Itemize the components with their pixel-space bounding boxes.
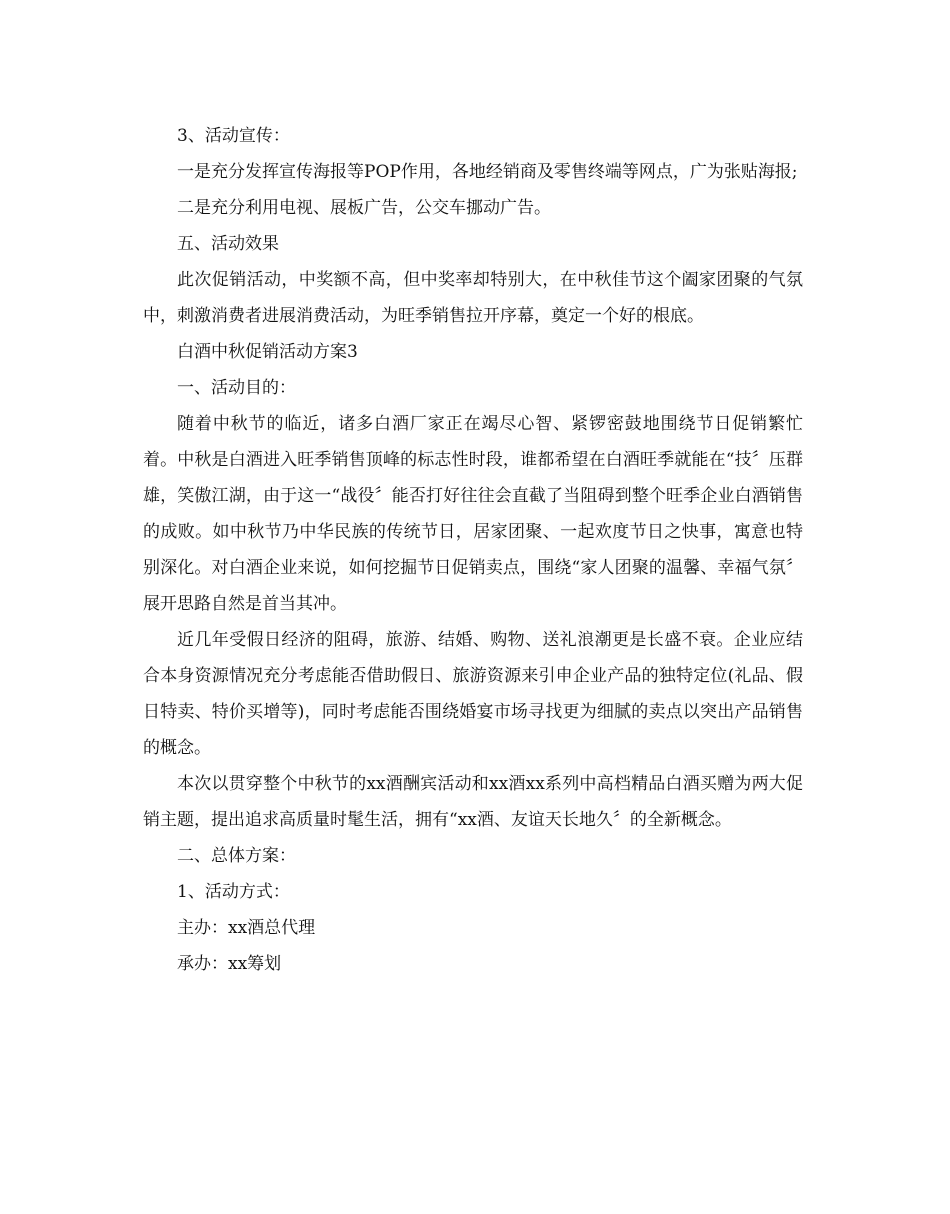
paragraph-organizer: 主办：xx酒总代理 bbox=[177, 918, 316, 938]
paragraph-activity-method-heading: 1、活动方式： bbox=[177, 882, 290, 902]
paragraph-activity-effect-heading: 五、活动效果 bbox=[177, 234, 279, 254]
paragraph-promotion-theme: 本次以贯穿整个中秋节的xx酒酬宾活动和xx酒xx系列中高档精品白酒买赠为两大促销主题，提出追求高质量时髦生活，拥有“xx酒、友谊天长地久〞的全新概念。 bbox=[143, 774, 803, 830]
paragraph-purpose-heading: 一、活动目的： bbox=[177, 378, 296, 398]
paragraph-co-organizer: 承办：xx筹划 bbox=[177, 954, 282, 974]
paragraph-holiday-economy: 近几年受假日经济的阻碍，旅游、结婚、购物、送礼浪潮更是长盛不衰。企业应结合本身资源情况充分考虑能否借助假日、旅游资源来引申企业产品的独特定位(礼品、假日特卖、特价买增等)，同时考虑能否围绕婚宴市场寻找更为细腻的卖点以突出产品销售的概念。 bbox=[143, 630, 803, 758]
paragraph-plan-title: 白酒中秋促销活动方案3 bbox=[177, 342, 358, 362]
document-body bbox=[143, 118, 803, 982]
paragraph-poster-promotion: 一是充分发挥宣传海报等POP作用，各地经销商及零售终端等网点，广为张贴海报; bbox=[177, 162, 798, 182]
paragraph-purpose-body: 随着中秋节的临近，诸多白酒厂家正在竭尽心智、紧锣密鼓地围绕节日促销繁忙着。中秋是白酒进入旺季销售顶峰的标志性时段，谁都希望在白酒旺季就能在“技〞压群雄，笑傲江湖，由于这一“战役〞能否打好往往会直截了当阻碍到整个旺季企业白酒销售的成败。如中秋节乃中华民族的传统节日，居家团聚、一起欢度节日之快事，寓意也特别深化。对白酒企业来说，如何挖掘节日促销卖点，围绕“家人团聚的温馨、幸福气氛〞展开思路自然是首当其冲。 bbox=[143, 414, 803, 614]
paragraph-activity-promotion-heading: 3、活动宣传： bbox=[177, 126, 290, 146]
paragraph-overall-plan-heading: 二、总体方案： bbox=[177, 846, 296, 866]
paragraph-tv-ads: 二是充分利用电视、展板广告，公交车挪动广告。 bbox=[177, 198, 551, 218]
paragraph-activity-effect: 此次促销活动，中奖额不高，但中奖率却特别大，在中秋佳节这个阖家团聚的气氛中，刺激消费者进展消费活动，为旺季销售拉开序幕，奠定一个好的根底。 bbox=[143, 270, 803, 326]
